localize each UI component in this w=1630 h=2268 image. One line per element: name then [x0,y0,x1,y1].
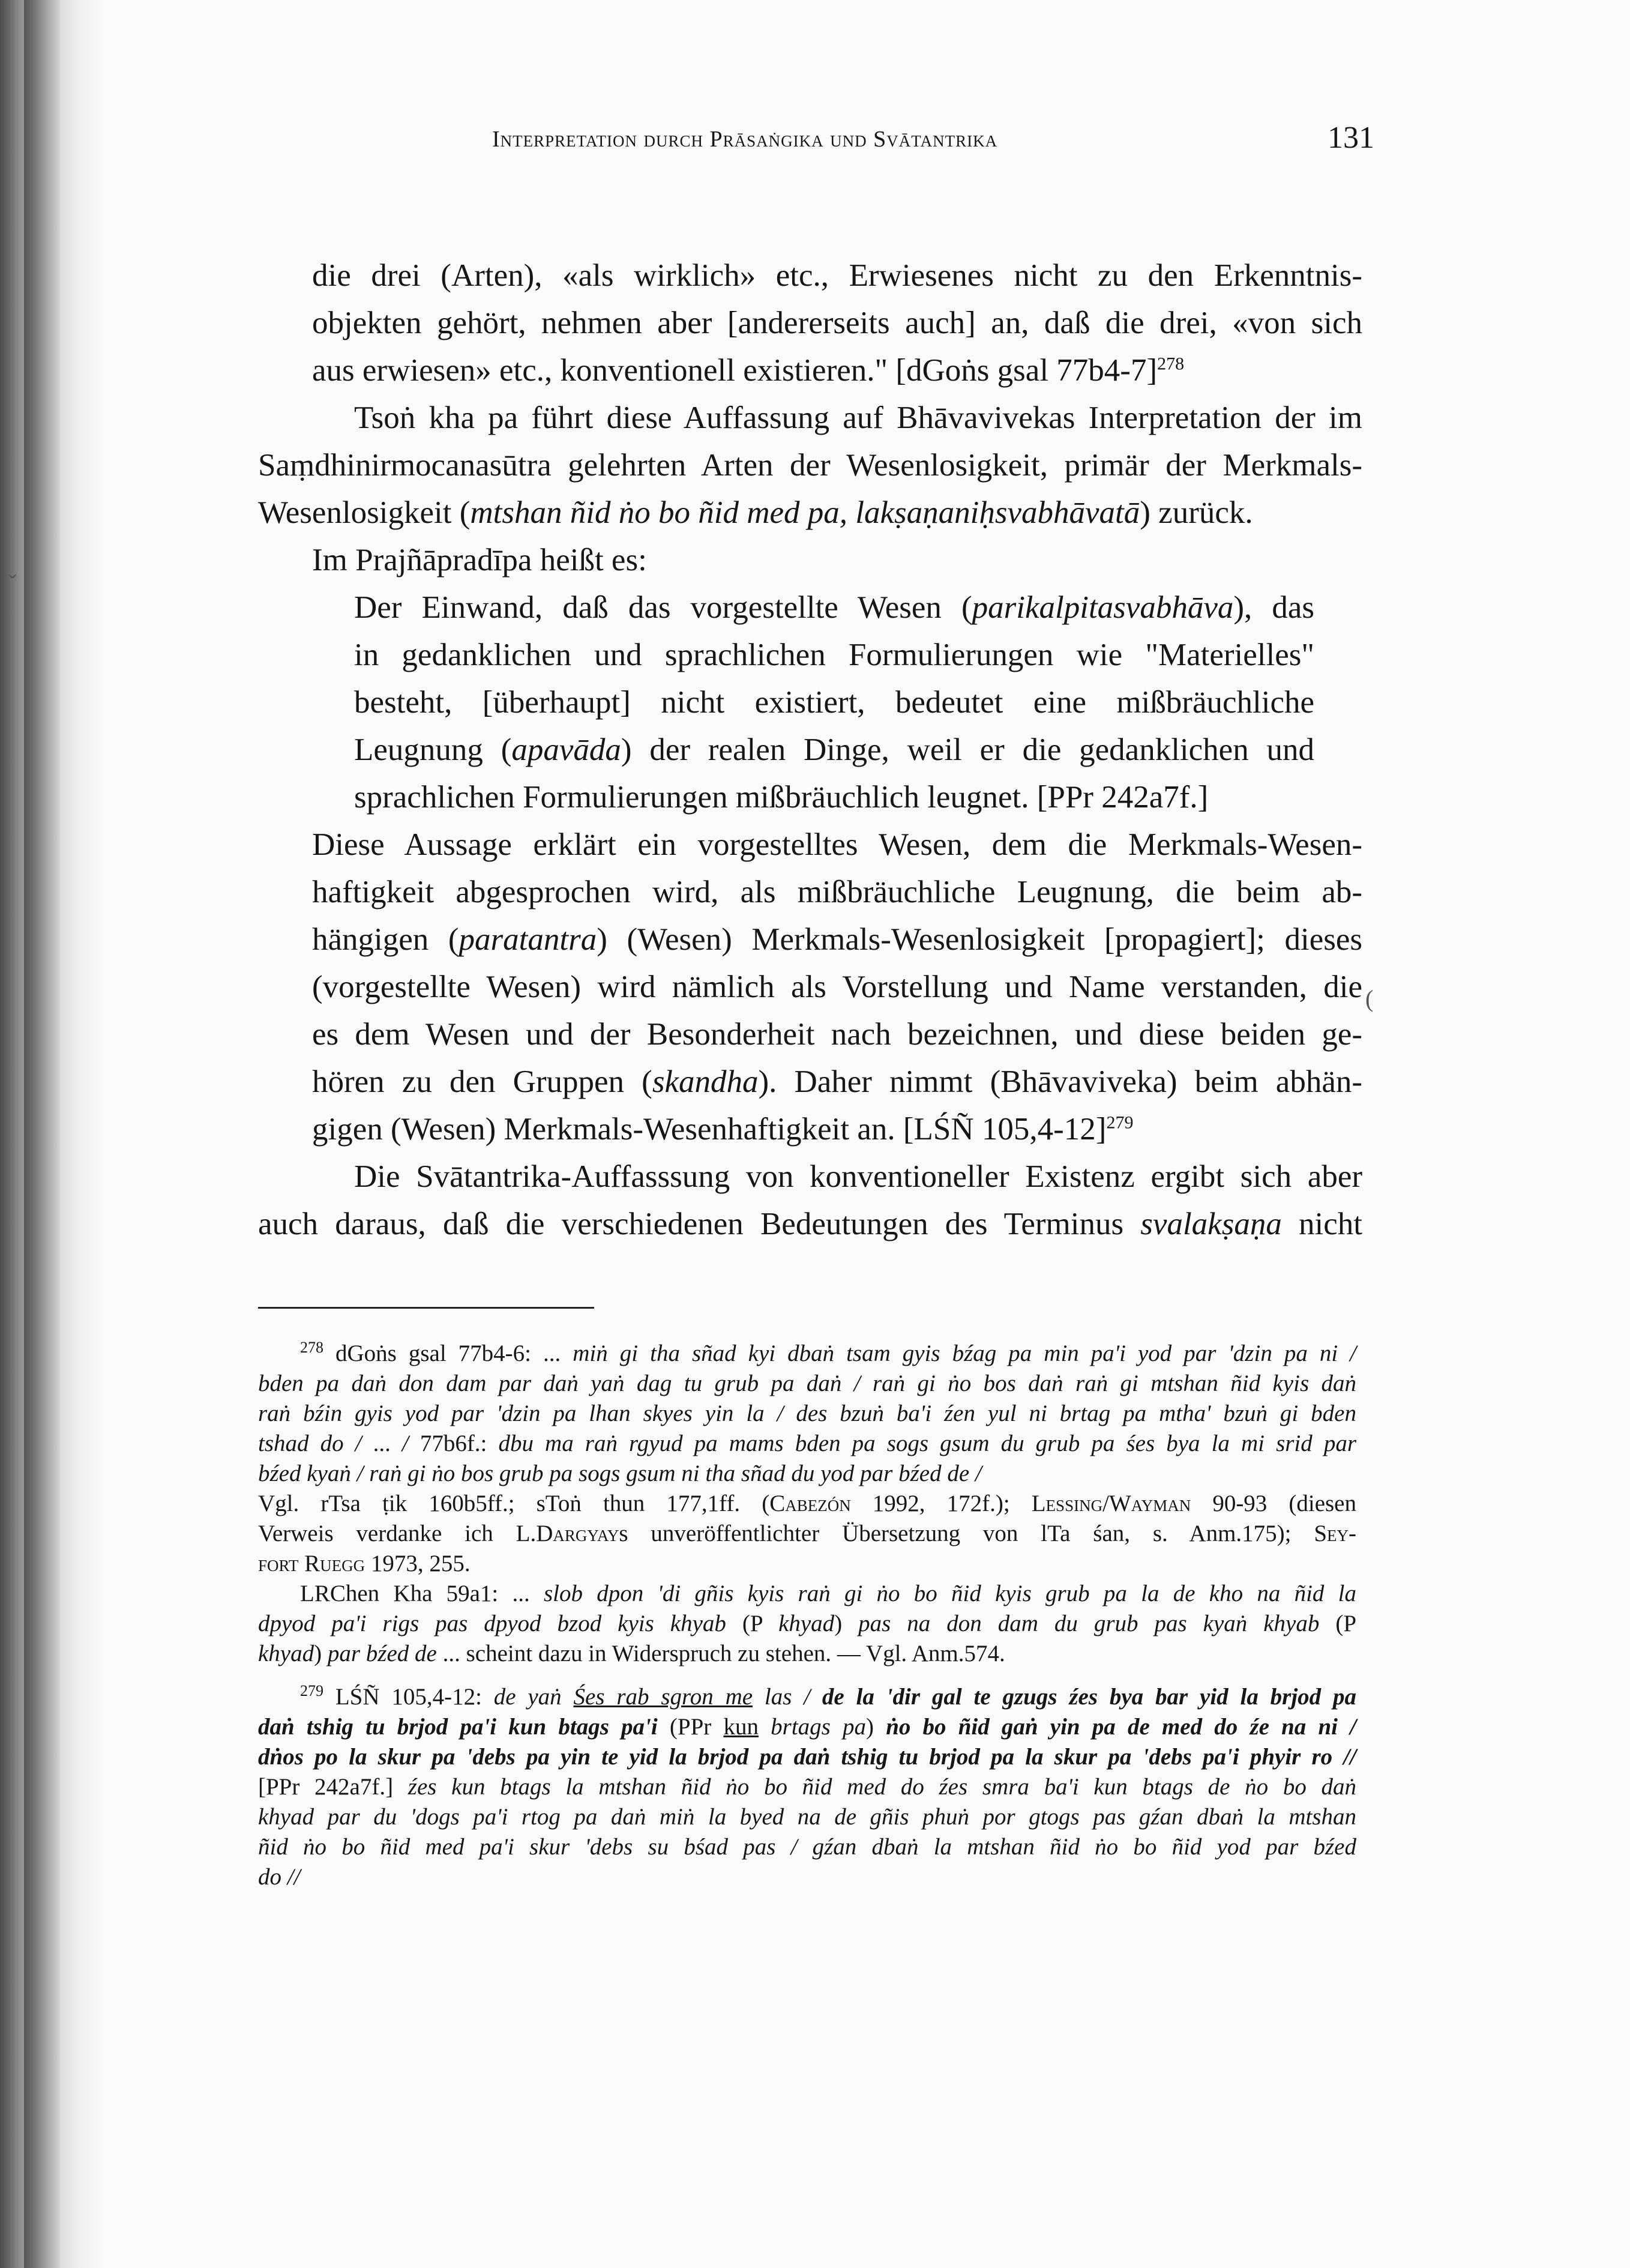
footnote-line: LRChen Kha 59a1: ... slob dpon 'di gñis kyis raṅ gi ṅo bo ñid kyis grub pa la de kho na ñid la [300,1581,1356,1606]
footnote-line: dpyod pa'i rigs pas dpyod bzod kyis khyab (P khyad) pas na don dam du grub pas kyaṅ khyab (P [258,1611,1357,1636]
footnotes [258,1339,1356,1892]
margin-mark: ( [1365,985,1374,1012]
footnote-line: daṅ tshig tu brjod pa'i kun btags pa'i (PPr kun brtags pa) ṅo bo ñid gaṅ yin pa de med do źe na ni / [258,1714,1357,1740]
footnote-line: khyad par du 'dogs pa'i rtog pa daṅ miṅ la byed na de gñis phuṅ por gtogs pas gźan dbaṅ la mtshan [258,1804,1356,1830]
text-line: gigen (Wesen) Merkmals-Wesenhaftigkeit an. [LŚÑ 105,4-12]$^{279}$ [312,1112,1134,1147]
margin-mark: ˇ [8,570,17,597]
text-line: hören zu den Gruppen (skandha). Daher nimmt (Bhāvaviveka) beim abhän- [312,1064,1362,1099]
text-line: (vorgestellte Wesen) wird nämlich als Vorstellung und Name verstanden, die [312,970,1362,1004]
footnote-ref: 278 [1157,354,1185,374]
quote-line: Leugnung (apavāda) der realen Dinge, weil er die gedanklichen und [354,732,1314,767]
footnote-line: [PPr 242a7f.] źes kun btags la mtshan ñid ṅo bo ñid med do źes smra ba'i kun btags de ṅo bo daṅ [258,1774,1357,1800]
page-number: 131 [1328,121,1374,155]
footnote-line: $^{278}$ dGoṅs gsal 77b4-6: ... miṅ gi tha sñad kyi dbaṅ tsam gyis bźag pa min pa'i yod par 'dzin pa ni / [300,1339,1356,1366]
commentary-paragraph [258,821,1362,1153]
closing-paragraph [258,1153,1362,1248]
main-text [258,252,1362,1248]
paragraph-continuation [258,252,1362,584]
footnote-line: do // [258,1864,301,1890]
footnote-line: bźed kyaṅ / raṅ gi ṅo bos grub pa sogs gsum ni tha sñad du yod par bźed de / [258,1461,982,1486]
text-line: Diese Aussage erklärt ein vorgestelltes Wesen, dem die Merkmals-Wesen- [312,827,1362,862]
text-line: hängigen (paratantra) (Wesen) Merkmals-Wesenlosigkeit [propagiert]; dieses [312,922,1362,957]
footnote-line: tshad do / ... / 77b6f.: dbu ma raṅ rgyud pa mams bden pa sogs gsum du grub pa śes bya la mi srid par [258,1431,1357,1456]
footnote-line: Verweis verdanke ich L.Dargyays unveröffentlichter Übersetzung von lTa śan, s. Anm.175); Sey- [258,1521,1356,1546]
quote-line: sprachlichen Formulierungen mißbräuchlich leugnet. [PPr 242a7f.] [354,780,1209,815]
text-line: Die Svātantrika-Auffasssung von konventioneller Existenz ergibt sich aber [354,1159,1362,1194]
quote-line: in gedanklichen und sprachlichen Formulierungen wie "Materielles" [354,638,1314,672]
text-line: die drei (Arten), «als wirklich» etc., Erwiesenes nicht zu den Erkenntnis- [312,258,1362,293]
text-line: Saṃdhinirmocanasūtra gelehrten Arten der Wesenlosigkeit, primär der Merkmals- [258,448,1362,483]
text-line: Im Prajñāpradīpa heißt es: [312,543,647,578]
footnote-rule [258,1307,594,1309]
text-line: Wesenlosigkeit (mtshan ñid ṅo bo ñid med pa, lakṣaṇaniḥsvabhāvatā) zurück. [258,495,1253,530]
book-gutter [24,0,60,2268]
footnote-line: khyad) par bźed de ... scheint dazu in Widerspruch zu stehen. — Vgl. Anm.574. [258,1641,1005,1666]
text-line: es dem Wesen und der Besonderheit nach bezeichnen, und diese beiden ge- [312,1017,1362,1052]
block-quote [258,584,1314,821]
footnote-line: dṅos po la skur pa 'debs pa yin te yid la brjod pa daṅ tshig tu brjod pa la skur pa 'debs pa'i phyir ro // [258,1744,1356,1770]
book-spine-shadow [0,0,105,2268]
footnote-line: fort Ruegg 1973, 255. [258,1551,471,1576]
quote-line: Der Einwand, daß das vorgestellte Wesen (parikalpitasvabhāva), das [354,590,1314,625]
footnote-line: Vgl. rTsa ṭik 160b5ff.; sToṅ thun 177,1ff. (Cabezón 1992, 172f.); Lessing/Wayman 90-93 (diesen [258,1491,1356,1516]
footnote-line: ñid ṅo bo ñid med pa'i skur 'debs su bśad pas / gźan dbaṅ la mtshan ñid ṅo bo ñid yod par bźed [258,1834,1356,1860]
text-line: Tsoṅ kha pa führt diese Auffassung auf Bhāvavivekas Interpretation der im [354,400,1362,435]
text-line: haftigkeit abgesprochen wird, als mißbräuchliche Leugnung, die beim ab- [312,875,1362,909]
quote-line: besteht, [überhaupt] nicht existiert, bedeutet eine mißbräuchliche [354,685,1314,720]
footnote-line: raṅ bźin gyis yod par 'dzin pa lhan skyes yin la / des bzuṅ ba'i źen yul ni brtag pa mtha' bzuṅ gi bden [258,1401,1356,1426]
running-head: Interpretation durch Prāsaṅgika und Svātantrika [492,127,998,152]
text-line: aus erwiesen» etc., konventionell existieren." [dGoṅs gsal 77b4-7]$^{278}$ [312,353,1185,388]
footnote-ref: 279 [1106,1112,1134,1133]
footnote-line: $^{279}$ LŚÑ 105,4-12: de yaṅ Śes rab sgron me las / de la 'dir gal te gzugs źes bya bar yid la brjod pa [300,1682,1356,1710]
text-line: objekten gehört, nehmen aber [andererseits auch] an, daß die drei, «von sich [312,306,1362,340]
text-line: auch daraus, daß die verschiedenen Bedeutungen des Terminus svalakṣaṇa nicht [258,1207,1362,1241]
footnote-line: bden pa daṅ don dam par daṅ yaṅ dag tu grub pa daṅ / raṅ gi ṅo bos daṅ raṅ gi mtshan ñid kyis daṅ [258,1371,1356,1396]
